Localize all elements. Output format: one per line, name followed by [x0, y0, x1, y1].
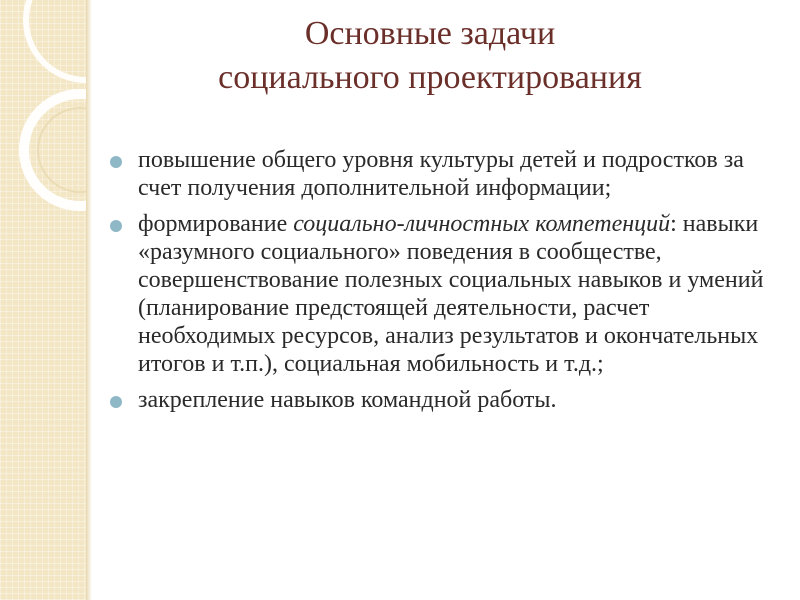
bullet-dot-icon	[110, 156, 122, 168]
bullet-item-competencies	[104, 210, 784, 378]
bullet-text-italic: социально-личностных компетенций	[293, 211, 671, 237]
slide-title	[110, 12, 750, 100]
bullet-text-prefix: формирование	[138, 211, 294, 237]
bullet-text: повышение общего уровня культуры детей и подростков за счет получения дополнительной информации;	[138, 147, 744, 201]
bullet-item-teamwork	[104, 386, 784, 414]
title-line-1: Основные задачи	[304, 15, 556, 52]
bullet-dot-icon	[110, 396, 122, 408]
decorative-side-strip	[0, 0, 86, 600]
concentric-rings-icon	[0, 0, 86, 260]
bullet-dot-icon	[110, 220, 122, 232]
title-line-2: социального проектирования	[218, 59, 642, 96]
bullet-item-culture	[104, 146, 784, 202]
bullet-list	[104, 146, 784, 422]
bullet-text-suffix: : навыки «разумного социального» поведения в сообществе, совершенствование полезных социальных навыков и умений (планирование предстоящей деятельности, расчет необходимых ресурсов, анализ результатов и окончательных итогов и т.п.), социальная мобильность и т.д.;	[138, 211, 764, 377]
bullet-text: закрепление навыков командной работы.	[138, 387, 557, 413]
side-strip-edge	[86, 0, 92, 600]
